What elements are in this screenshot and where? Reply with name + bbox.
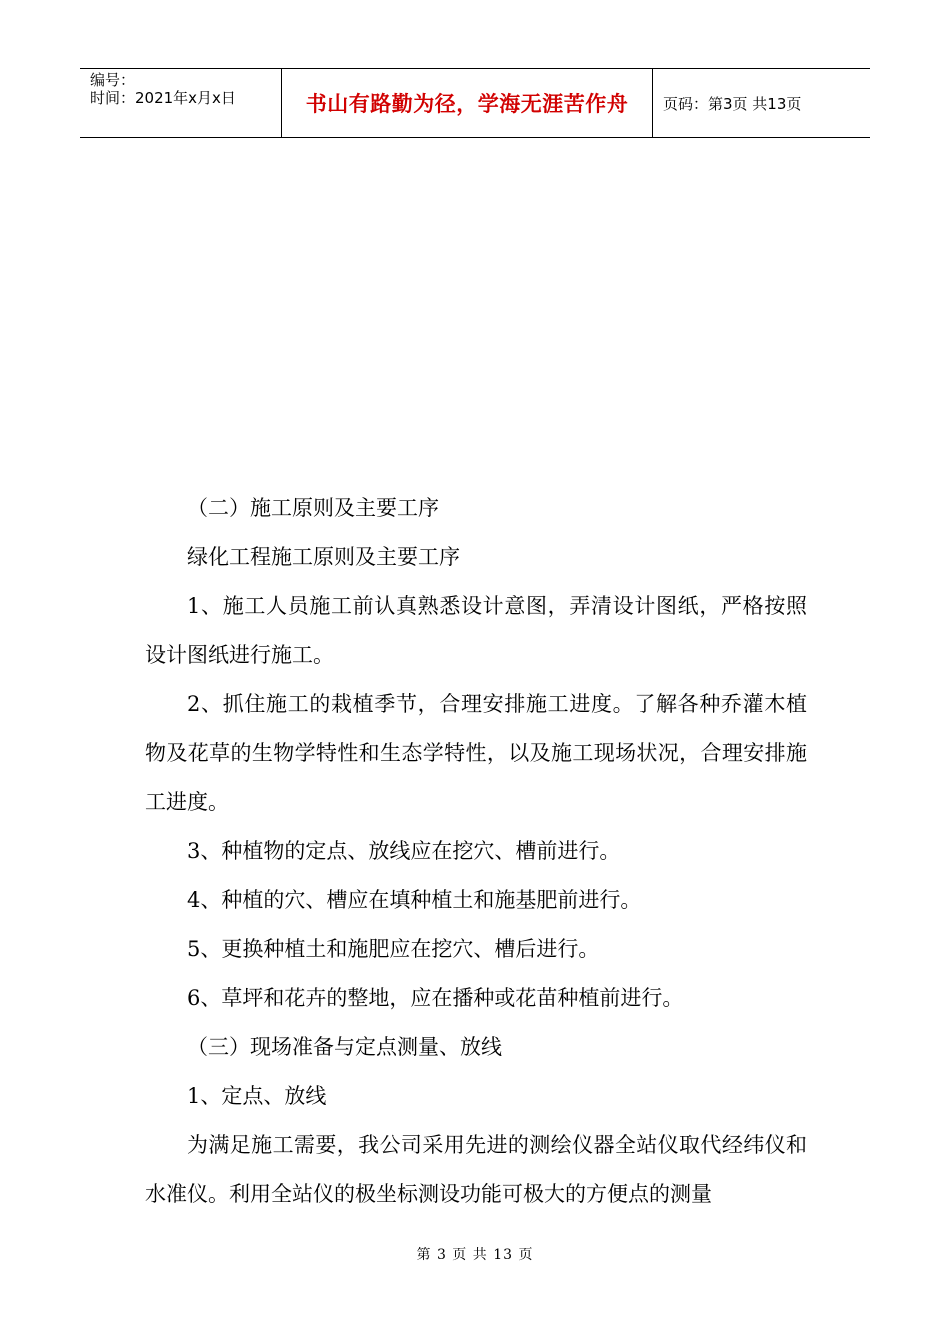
- number-label: 编号：: [90, 71, 136, 89]
- page-footer: 第 3 页 共 13 页: [416, 1247, 534, 1263]
- paragraph: 5、更换种植土和施肥应在挖穴、槽后进行。: [187, 937, 600, 961]
- header-motto-cell: [282, 69, 653, 137]
- paragraph: 2、抓住施工的栽植季节，合理安排施工进度。了解各种乔灌木植物及花草的生物学特性和生态学特性，以及施工现场状况，合理安排施工进度。: [145, 692, 807, 814]
- paragraph: 3、种植物的定点、放线应在挖穴、槽前进行。: [187, 839, 621, 863]
- document-body: [145, 484, 807, 1219]
- section-heading-principles: （二）施工原则及主要工序: [187, 496, 439, 520]
- section-heading-site-preparation: （三）现场准备与定点测量、放线: [187, 1035, 502, 1059]
- paragraph: 1、定点、放线: [187, 1084, 327, 1108]
- paragraph: 绿化工程施工原则及主要工序: [187, 545, 460, 569]
- header-page-cell: [653, 69, 870, 137]
- paragraph: 4、种植的穴、槽应在填种植土和施基肥前进行。: [187, 888, 642, 912]
- paragraph: 为满足施工需要，我公司采用先进的测绘仪器全站仪取代经纬仪和水准仪。利用全站仪的极坐标测设功能可极大的方便点的测量: [145, 1133, 807, 1206]
- time-label: 时间：2021年x月x日: [90, 89, 236, 107]
- motto-text: 书山有路勤为径，学海无涯苦作舟: [305, 92, 629, 116]
- paragraph: 6、草坪和花卉的整地，应在播种或花苗种植前进行。: [187, 986, 684, 1010]
- page-label: 页码：第3页 共13页: [663, 94, 802, 113]
- paragraph: 1、施工人员施工前认真熟悉设计意图，弄清设计图纸，严格按照设计图纸进行施工。: [145, 594, 807, 667]
- document-header: [80, 68, 870, 138]
- header-meta-cell: [80, 69, 282, 137]
